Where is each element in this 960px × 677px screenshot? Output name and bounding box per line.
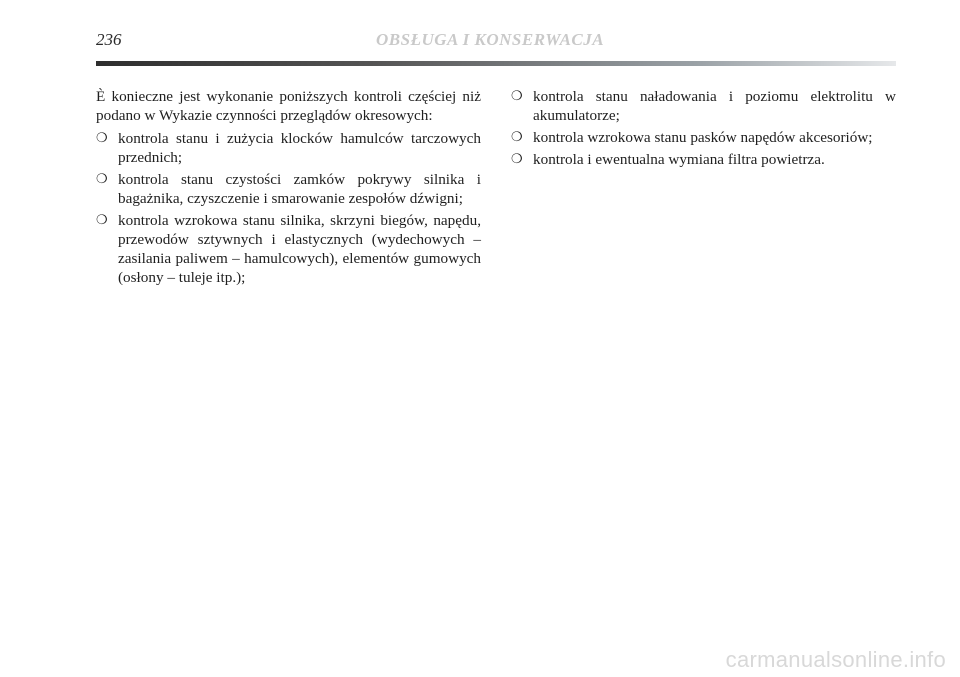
right-checklist [511, 87, 896, 169]
left-checklist [96, 129, 481, 287]
watermark-link[interactable]: carmanualsonline.info [725, 647, 946, 672]
bullet-circle-icon: ❍ [511, 130, 523, 145]
list-item-text: kontrola wzrokowa stanu silnika, skrzyni biegów, napędu, przewodów sztywnych i elastycznych (wydechowych – zasilania paliwem – hamulcowych), elementów gumowych (osłony – tuleje itp.); [118, 212, 481, 286]
bullet-circle-icon: ❍ [511, 152, 523, 167]
list-item [96, 170, 481, 208]
bullet-circle-icon: ❍ [511, 89, 523, 104]
list-item-text: kontrola wzrokowa stanu pasków napędów akcesoriów; [533, 129, 873, 146]
list-item [511, 128, 896, 147]
list-item [96, 211, 481, 287]
left-column [96, 87, 481, 290]
bullet-circle-icon: ❍ [96, 172, 108, 187]
list-item [96, 129, 481, 167]
page-header [96, 30, 896, 54]
list-item-text: kontrola stanu i zużycia klocków hamulców tarczowych przednich; [118, 130, 481, 166]
section-title: OBSŁUGA I KONSERWACJA [376, 30, 605, 49]
bullet-circle-icon: ❍ [96, 131, 108, 146]
list-item-text: kontrola i ewentualna wymiana filtra powietrza. [533, 151, 825, 168]
list-item [511, 87, 896, 125]
page-number: 236 [96, 30, 122, 49]
bullet-circle-icon: ❍ [96, 213, 108, 228]
list-item-text: kontrola stanu czystości zamków pokrywy silnika i bagażnika, czyszczenie i smarowanie zespołów dźwigni; [118, 171, 481, 207]
header-divider [96, 61, 896, 66]
intro-paragraph: È konieczne jest wykonanie poniższych kontroli częściej niż podano w Wykazie czynności przeglądów okresowych: [96, 88, 481, 124]
list-item [511, 150, 896, 169]
list-item-text: kontrola stanu naładowania i poziomu elektrolitu w akumulatorze; [533, 88, 896, 124]
right-column [511, 87, 896, 172]
